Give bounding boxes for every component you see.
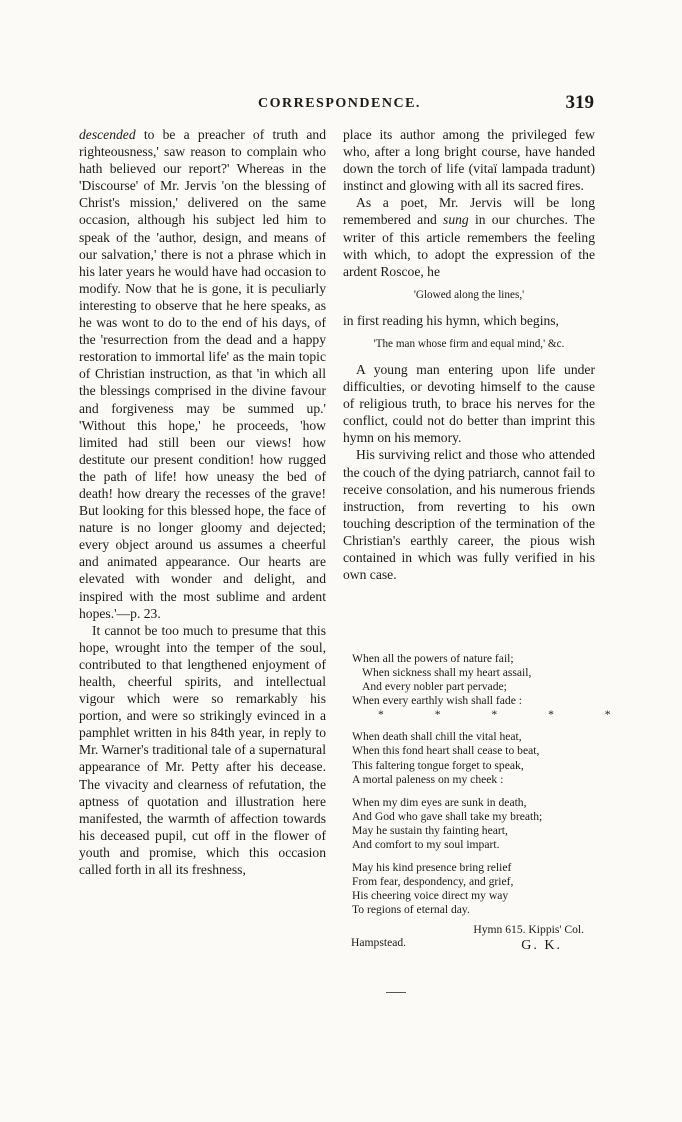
hymn-line: And God who gave shall take my breath; (352, 809, 543, 823)
right-column (343, 126, 595, 583)
hymn-line: When death shall chill the vital heat, (352, 730, 522, 744)
quote-hymn-opening: 'The man whose firm and equal mind,' &c. (373, 337, 565, 350)
hymn-line: When all the powers of nature fail; (352, 652, 514, 665)
hymn-stanza-2 (352, 730, 602, 786)
hymn-line: When my dim eyes are sunk in death, (352, 795, 527, 809)
page-number: 319 (565, 92, 594, 113)
italic-word: sung (443, 212, 469, 228)
italic-word: descended (79, 127, 136, 142)
hymn-line: When sickness shall my heart assail, (362, 666, 532, 680)
right-paragraph-1: place its author among the privileged few who, after a long bright course, have handed down the torch of life (vitaï lampada tradunt) instinct and glowing with all its sacred fires. (343, 127, 595, 194)
paragraph-text: to be a preacher of truth and righteousness,' saw reason to complain who hath believed our report?' Whereas in the 'Discourse' of Mr. Jervis 'on the blessing of Christ's mission,' delivered on the same occasion, although his subject led him to speak of the 'author, design, and means of our salvation,' (79, 127, 326, 262)
paragraph-text: As a poet, Mr. Jervis will be long remembered and (343, 195, 595, 228)
left-column (79, 126, 326, 878)
author-signature: G. K. (521, 937, 562, 953)
hymn-line: This faltering tongue forget to speak, (352, 758, 524, 772)
footer-rule (386, 992, 406, 993)
hymn-stanza-1 (352, 652, 635, 722)
hymn-stanza-3 (352, 796, 602, 852)
hymn-line: His cheering voice direct my way (352, 889, 509, 903)
left-paragraph-2: It cannot be too much to presume that this hope, wrought into the temper of the soul, contributed to that lengthened enjoyment of health, cheerful spirits, and intellectual vigour which were so remarkably his portion, and were so strikingly evinced in a pamphlet written in his 84th year, in reply to Mr. Warner's traditional tale of a supernatural appearance of Mr. Petty after his decease. The vivacity and clearness of refutation, the aptness of quotation and illustration here manifested, the warmth of affection towards his deceased pupil, cut off in the flower of youth and promise, which this occasion called forth in all its freshness, (79, 622, 326, 878)
hymn-ellipsis-stars: * * * * * (378, 708, 635, 722)
hymn-quotation (352, 652, 635, 953)
right-paragraph-5: His surviving relict and those who attended the couch of the dying patriarch, cannot fail to receive consolation, and his numerous friends instruction, from reverting to his own touching description of the termination of the Christian's earthly career, the pious wish contained in which was fully verified in his own case. (343, 447, 595, 583)
hymn-line: And every nobler part pervade; (362, 680, 507, 694)
hymn-line: May his kind presence bring relief (352, 861, 512, 875)
place-line: Hampstead. (351, 936, 407, 949)
hymn-line: From fear, despondency, and grief, (352, 875, 514, 889)
paragraph-continuation: there is not a phrase which in his later years he would have had occasion to modify. Now that he is gone, it is peculiarly interesting to observe that he here speaks, as he was wont to do to the end of his days, of the 'resurrection from the dead and a happy restoration to immortal life' as the main topic of Christian instruction, as that 'in which all the blessings comprised in the divine favour and forgiveness may be summed up.' 'Without this hope,' he proceeds, 'how limited had still been our views! how destitute our present condition! how rugged the path of life! how uneasy the bed of death! how dreary the recesses of the grave! But looking for this blessed hope, the face of nature is no longer gloomy and dejected; every object around us assumes a cheerful and animated appearance. Our hearts are elevated with wonder and delight, and inspired with the most sublime and ardent hopes.'—p. 23. (79, 246, 327, 621)
hymn-line: When every earthly wish shall fade : (352, 694, 522, 708)
hymn-line: And comfort to my soul impart. (352, 838, 500, 852)
right-paragraph-3: in first reading his hymn, which begins, (343, 312, 559, 328)
hymn-stanza-4 (352, 861, 602, 917)
hymn-line: When this fond heart shall cease to beat, (352, 744, 540, 758)
page-header (78, 92, 608, 118)
hymn-line: To regions of eternal day. (352, 903, 470, 917)
right-paragraph-2 (343, 194, 595, 279)
quote-glowed: 'Glowed along the lines,' (413, 288, 525, 301)
hymn-citation: Hymn 615. Kippis' Col. (473, 922, 584, 936)
running-head: CORRESPONDENCE. (258, 96, 421, 111)
hymn-line: A mortal paleness on my cheek : (352, 772, 504, 786)
right-paragraph-4: A young man entering upon life under difficulties, or devoting himself to the cause of religious truth, to brace his nerves for the conflict, could not do better than imprint this hymn on his memory. (343, 361, 595, 446)
left-paragraph-1 (79, 126, 326, 622)
paragraph-text: in our churches. The writer of this article remembers the feeling with which, to adopt the expression of the ardent Roscoe, he (343, 212, 595, 279)
hymn-line: May he sustain thy fainting heart, (352, 823, 508, 837)
